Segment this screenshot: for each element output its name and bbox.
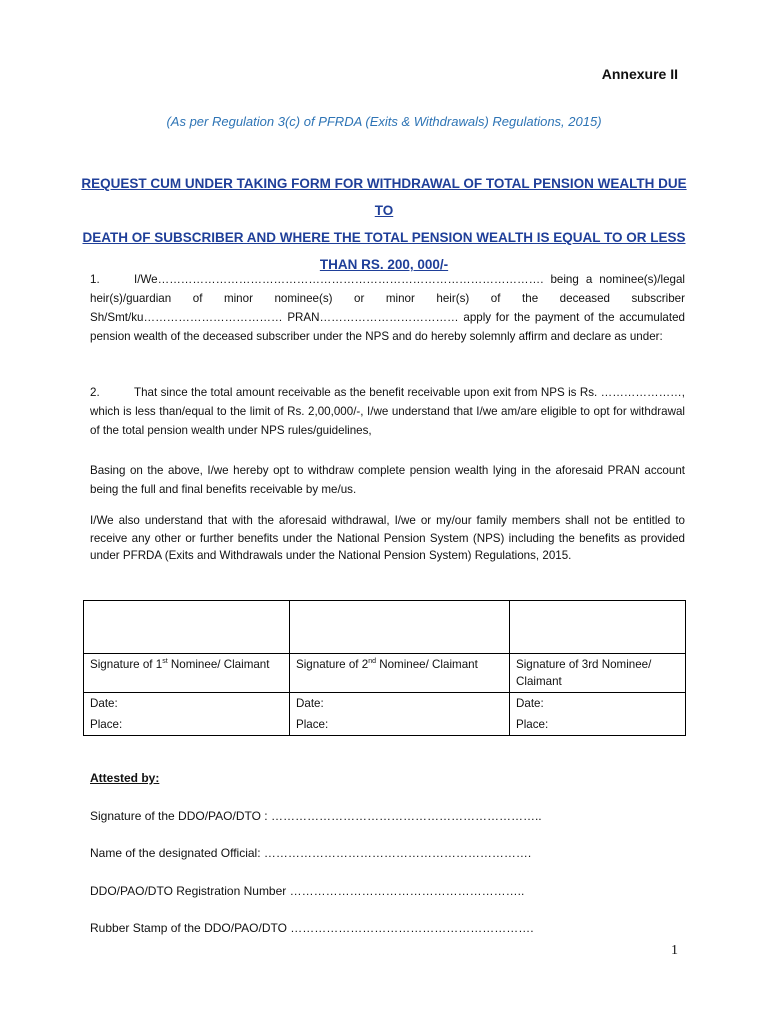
date-place-row [84,693,686,736]
regulation-reference: (As per Regulation 3(c) of PFRDA (Exits & Withdrawals) Regulations, 2015) [166,114,602,129]
paragraph-2-text: That since the total amount receivable as the benefit receivable upon exit from NPS is Rs. …………………, which is less than/equal to the limit of Rs. 2,00,000/-, I/we understand that I/we am/are eligible to opt for withdrawal of the total pension wealth under NPS rules/guidelines, [90,386,685,437]
attested-by-heading: Attested by: [90,771,160,785]
place-label: Place: [516,718,549,731]
page-number: 1 [671,943,678,958]
date-label: Date: [516,697,544,710]
paragraph-number-1: 1. [90,273,100,286]
declaration-paragraph-4: I/We also understand that with the aforesaid withdrawal, I/we or my/our family members shall not be entitled to receive any other or further benefits under the National Pension System (NPS) including the benefits as provided under PFRDA (Exits and Withdrawals under the National Pension System) Regulations, 2015. [90,514,685,562]
date-place-nominee-3[interactable] [510,693,686,736]
signature-label-nominee-1: Signature of 1st Nominee/ Claimant [84,654,290,693]
declaration-paragraph-3: Basing on the above, I/we hereby opt to withdraw complete pension wealth lying in the aforesaid PRAN account being the full and final benefits receivable by me/us. [90,464,685,496]
ddo-registration-number-line[interactable]: DDO/PAO/DTO Registration Number ………………………………………………….. [90,884,525,898]
date-label: Date: [90,697,118,710]
date-place-nominee-2[interactable] [290,693,510,736]
signature-label-row [84,654,686,693]
place-label: Place: [90,718,123,731]
form-title-line-2: DEATH OF SUBSCRIBER AND WHERE THE TOTAL PENSION WEALTH IS EQUAL TO OR LESS [82,230,686,245]
form-title-line-1: REQUEST CUM UNDER TAKING FORM FOR WITHDRAWAL OF TOTAL PENSION WEALTH DUE TO [81,176,687,218]
date-place-nominee-1[interactable] [84,693,290,736]
signature-label-nominee-3: Signature of 3rd Nominee/ Claimant [510,654,686,693]
paragraph-1-text: I/We………………………………………………………………………………………. being a nominee(s)/legal heir(s)/guardian of minor nominee(s) or minor heir(s) of the deceased subscriber Sh/Smt/ku……………………………… PRAN……………………………… apply for the payment of the accumulated pension wealth of the deceased subscriber under the NPS and do hereby solemnly affirm and declare as under: [90,273,685,343]
declaration-paragraph-2 [90,383,685,440]
annexure-label: Annexure II [601,66,678,82]
signature-box-nominee-1[interactable] [84,601,290,654]
rubber-stamp-line[interactable]: Rubber Stamp of the DDO/PAO/DTO ……………………………………………………. [90,921,534,935]
ddo-signature-line[interactable]: Signature of the DDO/PAO/DTO : ………………………………………………………….. [90,809,542,823]
paragraph-number-2: 2. [90,386,100,399]
signature-box-nominee-2[interactable] [290,601,510,654]
place-label: Place: [296,718,329,731]
date-label: Date: [296,697,324,710]
declaration-paragraph-1 [90,270,685,346]
signature-space-row [84,601,686,654]
signature-box-nominee-3[interactable] [510,601,686,654]
signature-label-nominee-2: Signature of 2nd Nominee/ Claimant [290,654,510,693]
signature-table [83,600,686,736]
designated-official-name-line[interactable]: Name of the designated Official: …………………………………………………………. [90,846,532,860]
form-title-line-3: THAN RS. 200, 000/- [319,257,449,272]
form-title [80,170,688,278]
